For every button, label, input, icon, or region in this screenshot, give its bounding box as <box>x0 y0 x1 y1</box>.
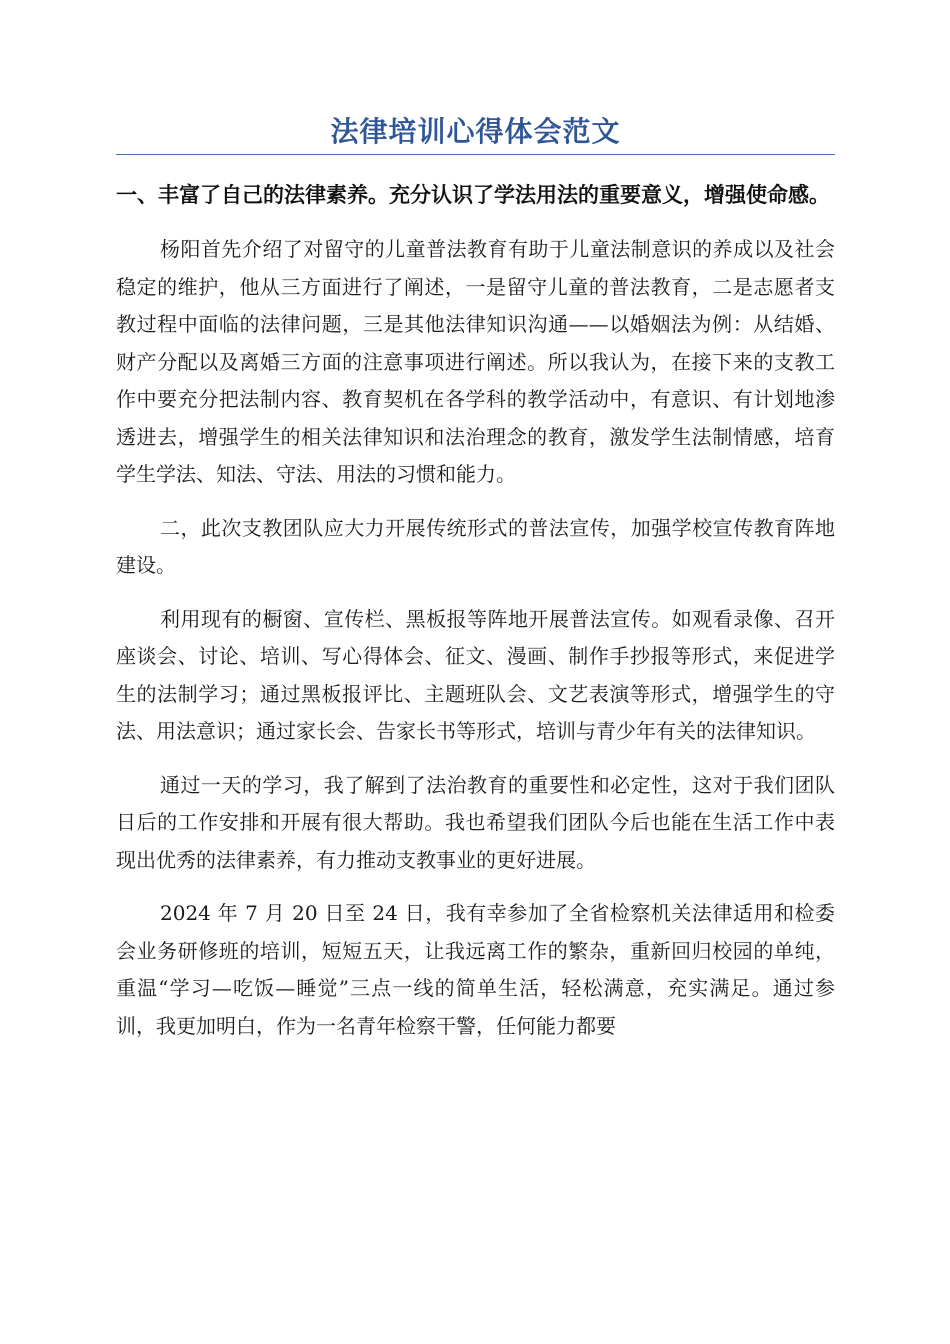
section-heading-1: 一、丰富了自己的法律素养。充分认识了学法用法的重要意义，增强使命感。 <box>116 183 830 207</box>
document-title: 法律培训心得体会范文 <box>330 115 621 148</box>
paragraph-5: 2024 年 7 月 20 日至 24 日，我有幸参加了全省检察机关法律适用和检委会业务研修班的培训，短短五天，让我远离工作的繁杂，重新回归校园的单纯，重温“学习—吃饭—睡觉”三点一线的简单生活，轻松满意，充实满足。通过参训，我更加明白，作为一名青年检察干警，任何能力都要 <box>116 901 835 1038</box>
document-page <box>116 110 835 1061</box>
paragraph-3: 利用现有的橱窗、宣传栏、黑板报等阵地开展普法宣传。如观看录像、召开座谈会、讨论、培训、写心得体会、征文、漫画、制作手抄报等形式，来促进学生的法制学习；通过黑板报评比、主题班队会、文艺表演等形式，增强学生的守法、用法意识；通过家长会、告家长书等形式，培训与青少年有关的法律知识。 <box>116 606 835 743</box>
paragraph-2: 二，此次支教团队应大力开展传统形式的普法宣传，加强学校宣传教育阵地建设。 <box>116 515 835 577</box>
title-underline <box>116 154 835 155</box>
paragraph-1: 杨阳首先介绍了对留守的儿童普法教育有助于儿童法制意识的养成以及社会稳定的维护，他从三方面进行了阐述，一是留守儿童的普法教育，二是志愿者支教过程中面临的法律问题，三是其他法律知识沟通——以婚姻法为例：从结婚、财产分配以及离婚三方面的注意事项进行阐述。所以我认为，在接下来的支教工作中要充分把法制内容、教育契机在各学科的教学活动中，有意识、有计划地渗透进去，增强学生的相关法律知识和法治理念的教育，激发学生法制情感，培育学生学法、知法、守法、用法的习惯和能力。 <box>116 237 835 486</box>
paragraph-4: 通过一天的学习，我了解到了法治教育的重要性和必定性，这对于我们团队日后的工作安排和开展有很大帮助。我也希望我们团队今后也能在生活工作中表现出优秀的法律素养，有力推动支教事业的更好进展。 <box>116 772 835 872</box>
